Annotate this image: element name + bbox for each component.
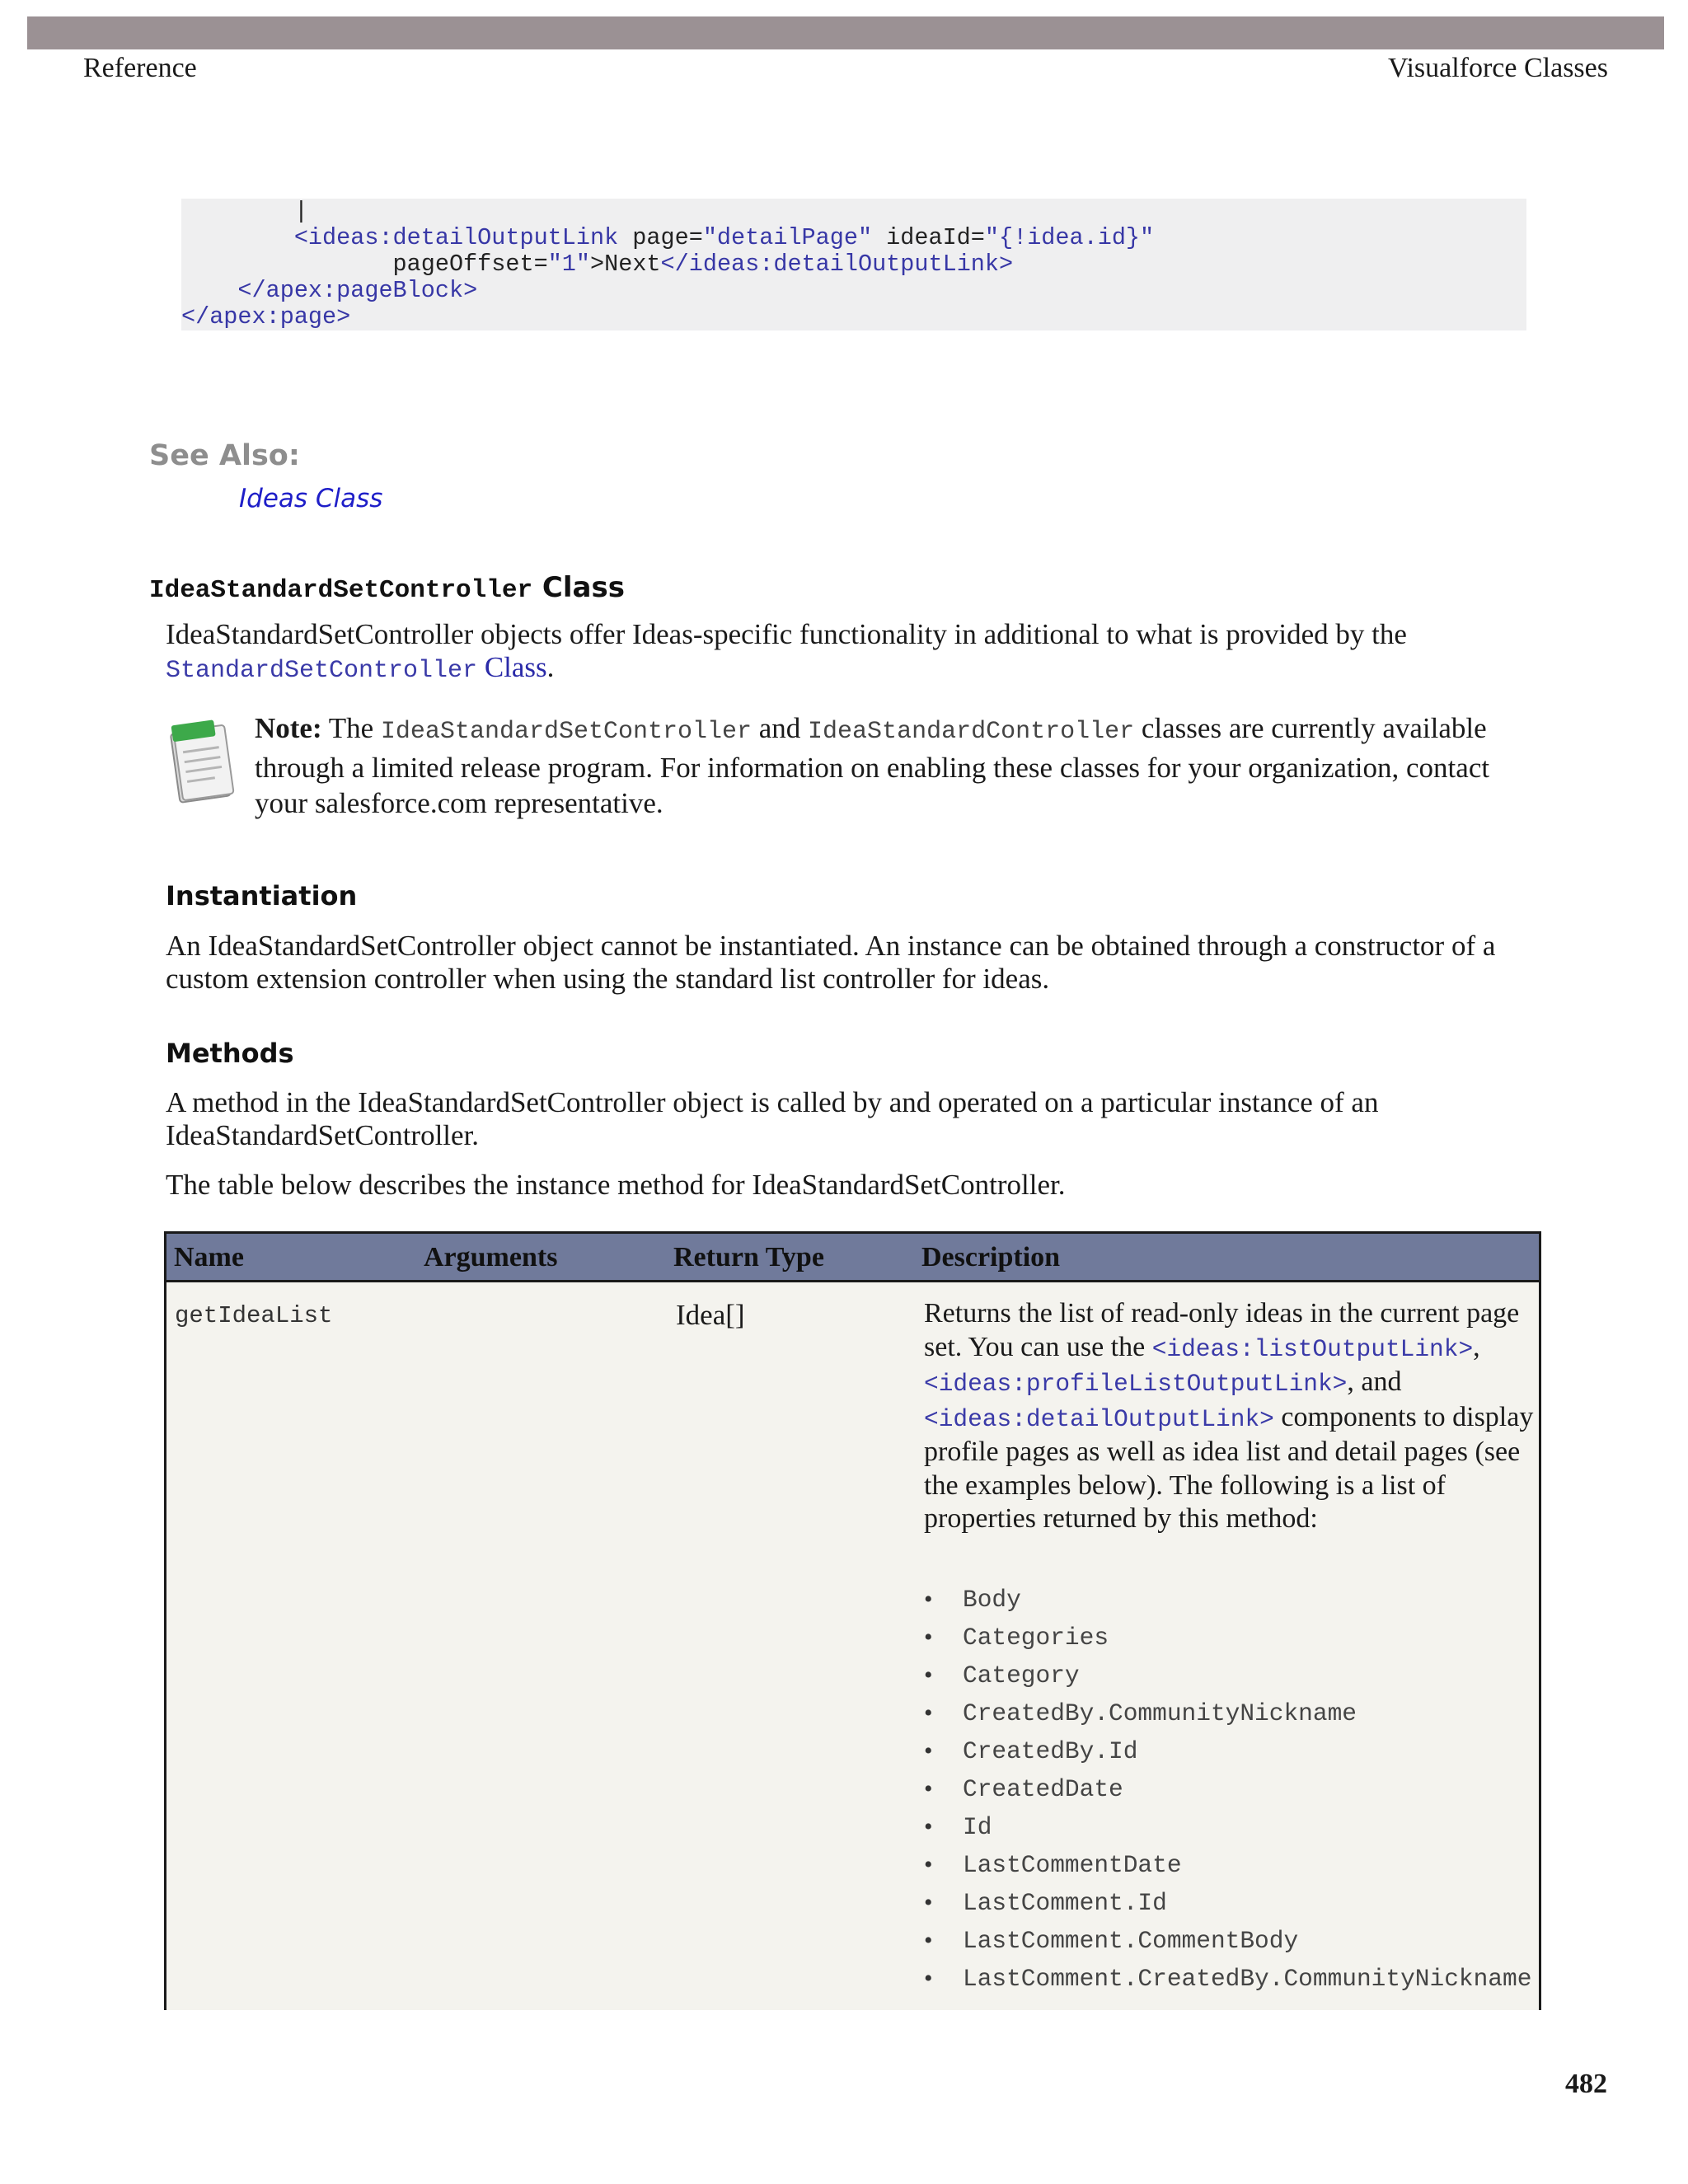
property-list <box>924 1581 1531 1998</box>
methods-paragraph-2: The table below describes the instance method for IdeaStandardSetController. <box>166 1169 1066 1201</box>
property-name: LastComment.CreatedBy.CommunityNickname <box>963 1965 1532 1993</box>
note-mono-1: IdeaStandardSetController <box>380 718 752 746</box>
code-attr: ideaId= <box>872 224 985 251</box>
list-item <box>924 1846 1531 1884</box>
section-title-class-name: IdeaStandardSetController <box>149 576 533 605</box>
table-header-arguments: Arguments <box>424 1242 558 1272</box>
header-chapter-title: Visualforce Classes <box>1387 53 1608 83</box>
methods-table <box>164 1231 1541 2010</box>
profile-list-output-link-ref[interactable]: <ideas:profileListOutputLink> <box>924 1370 1348 1398</box>
table-row <box>164 1282 1541 2010</box>
property-name: CreatedBy.Id <box>963 1737 1138 1765</box>
list-item <box>924 1770 1531 1808</box>
methods-paragraph-1: A method in the IdeaStandardSetController object is called by and operated on a particular instance of an IdeaStandardSetController. <box>166 1086 1379 1151</box>
code-string: "detailPage" <box>702 224 873 251</box>
code-text: Next <box>604 251 661 278</box>
code-tag: </apex:pageBlock> <box>237 277 478 304</box>
code-sample <box>181 199 1526 330</box>
ideas-class-link[interactable]: Ideas Class <box>239 484 383 513</box>
list-output-link-ref[interactable]: <ideas:listOutputLink> <box>1151 1334 1474 1363</box>
property-name: LastComment.Id <box>963 1889 1167 1917</box>
code-attr: page= <box>618 224 703 251</box>
property-name: CreatedDate <box>963 1775 1123 1803</box>
note-icon <box>165 717 236 808</box>
detail-output-link-ref[interactable]: <ideas:detailOutputLink> <box>924 1404 1274 1433</box>
standard-set-controller-link-word: Class <box>477 651 547 683</box>
code-tag: </apex:page> <box>181 303 351 330</box>
desc-text-2: , <box>1473 1331 1480 1362</box>
table-header-name: Name <box>174 1242 244 1272</box>
header-bar <box>27 16 1664 49</box>
note-mono-2: IdeaStandardController <box>808 718 1135 746</box>
code-string: "1" <box>547 251 590 278</box>
header-section-title: Reference <box>83 53 197 83</box>
standard-set-controller-link-mono: StandardSetController <box>166 657 478 685</box>
code-tag: </ideas:detailOutputLink> <box>660 251 1014 278</box>
intro-paragraph <box>166 618 1542 687</box>
methods-heading: Methods <box>166 1038 294 1069</box>
table-header-row <box>164 1231 1541 1282</box>
instantiation-paragraph: An IdeaStandardSetController object cannot be instantiated. An instance can be obtained through a constructor of a custom extension controller when using the standard list controller for ideas. <box>166 930 1496 995</box>
list-item <box>924 1657 1531 1694</box>
list-item <box>924 1884 1531 1922</box>
code-tag: <ideas:detailOutputLink <box>293 224 619 251</box>
code-line: | <box>181 198 308 225</box>
see-also-heading: See Also: <box>149 439 300 472</box>
list-item <box>924 1732 1531 1770</box>
property-name: CreatedBy.CommunityNickname <box>963 1699 1357 1727</box>
property-name: Body <box>963 1586 1021 1614</box>
property-name: LastCommentDate <box>963 1851 1182 1879</box>
code-string: "{!idea.id}" <box>984 224 1155 251</box>
note-text <box>255 710 1540 821</box>
table-header-description: Description <box>921 1242 1061 1272</box>
list-item <box>924 1619 1531 1657</box>
desc-text-3: , and <box>1347 1366 1402 1397</box>
note-text-2: and <box>752 712 809 744</box>
list-item <box>924 1581 1531 1619</box>
note-text-1: The <box>321 712 381 744</box>
section-title <box>149 571 625 605</box>
table-header-return-type: Return Type <box>673 1242 824 1272</box>
property-name: Category <box>963 1661 1080 1690</box>
list-item <box>924 1694 1531 1732</box>
property-name: Id <box>963 1813 992 1841</box>
code-gt: > <box>590 251 605 278</box>
code-attr: pageOffset= <box>392 251 548 278</box>
list-item <box>924 1808 1531 1846</box>
desc-text-4: components to display profile pages as well as idea list and detail pages (see the examples below). The following is a list of properties returned by this method: <box>924 1401 1534 1534</box>
section-title-word: Class <box>532 571 625 604</box>
page-number: 482 <box>1565 2069 1607 2099</box>
property-name: LastComment.CommentBody <box>963 1927 1299 1955</box>
description-cell <box>924 1297 1538 1536</box>
property-name: Categories <box>963 1624 1109 1652</box>
desc-text-1: Returns the list of read-only ideas in the current page set. You can use the <box>924 1298 1520 1362</box>
instantiation-heading: Instantiation <box>166 880 358 912</box>
return-type-cell: Idea[] <box>676 1299 745 1331</box>
standard-set-controller-link[interactable] <box>166 651 547 683</box>
list-item <box>924 1960 1531 1998</box>
method-name-cell: getIdeaList <box>175 1302 333 1329</box>
intro-end: . <box>546 651 555 683</box>
note-text-3: classes are currently available through a limited release program. For information on enabling these classes for your organization, contact your salesforce.com representative. <box>255 712 1490 819</box>
note-label: Note: <box>255 712 322 744</box>
list-item <box>924 1922 1531 1960</box>
intro-text: IdeaStandardSetController objects offer Ideas-specific functionality in additional to what is provided by the <box>166 618 1407 650</box>
